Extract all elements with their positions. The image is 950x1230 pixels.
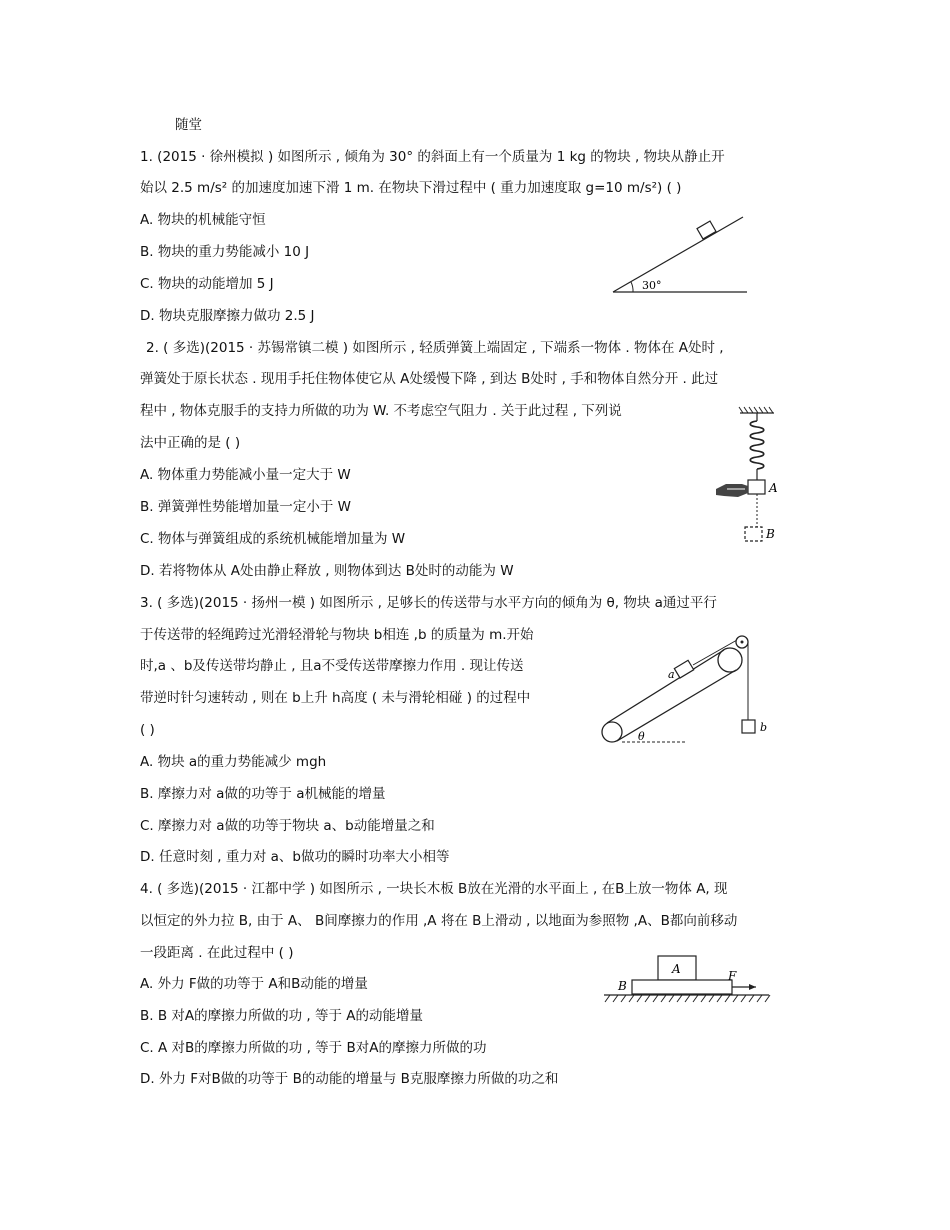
q4-option-b: B. B 对A的摩擦力所做的功 , 等于 A的动能增量 (140, 1008, 424, 1024)
label-b: B (618, 979, 627, 993)
q2-option-b: B. 弹簧弹性势能增加量一定小于 W (140, 499, 351, 515)
q1-option-c: C. 物块的动能增加 5 J (140, 276, 274, 292)
q3-stem-line-5: ( ) (140, 722, 155, 738)
q2-option-d: D. 若将物体从 A处由静止释放 , 则物体到达 B处时的动能为 W (140, 563, 514, 579)
q4-option-d: D. 外力 F对B做的功等于 B的动能的增量与 B克服摩擦力所做的功之和 (140, 1071, 559, 1087)
q3-option-c: C. 摩擦力对 a做的功等于物块 a、b动能增量之和 (140, 818, 435, 834)
q3-stem-line-4: 带逆时针匀速转动 , 则在 b上升 h高度 ( 未与滑轮相碰 ) 的过程中 (140, 690, 531, 706)
q1-stem-line-2: 始以 2.5 m/s² 的加速度加速下滑 1 m. 在物块下滑过程中 ( 重力加速度取 g=10 m/s²) ( ) (140, 180, 682, 196)
q4-stem-line-3: 一段距离 . 在此过程中 ( ) (140, 945, 294, 961)
q2-stem-line-2: 弹簧处于原长状态 . 现用手托住物体使它从 A处缓慢下降 , 到达 B处时 , 手和物体自然分开 . 此过 (140, 371, 719, 387)
q3-stem-line-1: 3. ( 多选)(2015 · 扬州一模 ) 如图所示 , 足够长的传送带与水平方向的倾角为 θ, 物块 a通过平行 (140, 595, 717, 611)
q1-option-b: B. 物块的重力势能减小 10 J (140, 244, 310, 260)
q1-stem-line-1: 1. (2015 · 徐州模拟 ) 如图所示 , 倾角为 30° 的斜面上有一个质量为 1 kg 的物块 , 物块从静止开 (140, 149, 725, 165)
spring-figure (712, 405, 792, 545)
q3-option-b: B. 摩擦力对 a做的功等于 a机械能的增量 (140, 786, 386, 802)
board-figure (604, 950, 774, 1005)
q4-stem-line-1: 4. ( 多选)(2015 · 江都中学 ) 如图所示 , 一块长木板 B放在光滑的水平面上 , 在B上放一物体 A, 现 (140, 881, 728, 897)
q1-option-d: D. 物块克服摩擦力做功 2.5 J (140, 308, 315, 324)
page-title: 随堂 (175, 117, 202, 133)
q4-option-c: C. A 对B的摩擦力所做的功 , 等于 B对A的摩擦力所做的功 (140, 1040, 487, 1056)
q2-stem-line-3: 程中 , 物体克服手的支持力所做的功为 W. 不考虑空气阻力 . 关于此过程 , 下列说 (140, 403, 622, 419)
q4-option-a: A. 外力 F做的功等于 A和B动能的增量 (140, 976, 368, 992)
q4-stem-line-2: 以恒定的外力拉 B, 由于 A、 B间摩擦力的作用 ,A 将在 B上滑动 , 以地面为参照物 ,A、B都向前移动 (140, 913, 738, 929)
q3-stem-line-3: 时,a 、b及传送带均静止 , 且a不受传送带摩擦力作用 . 现让传送 (140, 658, 524, 674)
q1-option-a: A. 物块的机械能守恒 (140, 212, 266, 228)
label-a: A (769, 481, 778, 495)
label-a: a (668, 668, 675, 681)
label-b: B (766, 527, 775, 541)
q3-stem-line-2: 于传送带的轻绳跨过光滑轻滑轮与物块 b相连 ,b 的质量为 m.开始 (140, 627, 534, 643)
label-a: A (672, 962, 681, 976)
angle-label: 30° (642, 279, 662, 292)
q2-stem-line-1: 2. ( 多选)(2015 · 苏锡常镇二模 ) 如图所示 , 轻质弹簧上端固定 , 下端系一物体 . 物体在 A处时 , (146, 340, 724, 356)
label-b: b (760, 721, 768, 734)
label-theta: θ (638, 730, 645, 743)
q2-option-a: A. 物体重力势能减小量一定大于 W (140, 467, 351, 483)
q3-option-d: D. 任意时刻 , 重力对 a、b做功的瞬时功率大小相等 (140, 849, 450, 865)
q2-stem-line-4: 法中正确的是 ( ) (140, 435, 241, 451)
label-f: F (728, 969, 737, 983)
incline-figure (605, 205, 755, 300)
q3-option-a: A. 物块 a的重力势能减少 mgh (140, 754, 327, 770)
q2-option-c: C. 物体与弹簧组成的系统机械能增加量为 W (140, 531, 406, 547)
conveyor-figure (596, 630, 786, 750)
